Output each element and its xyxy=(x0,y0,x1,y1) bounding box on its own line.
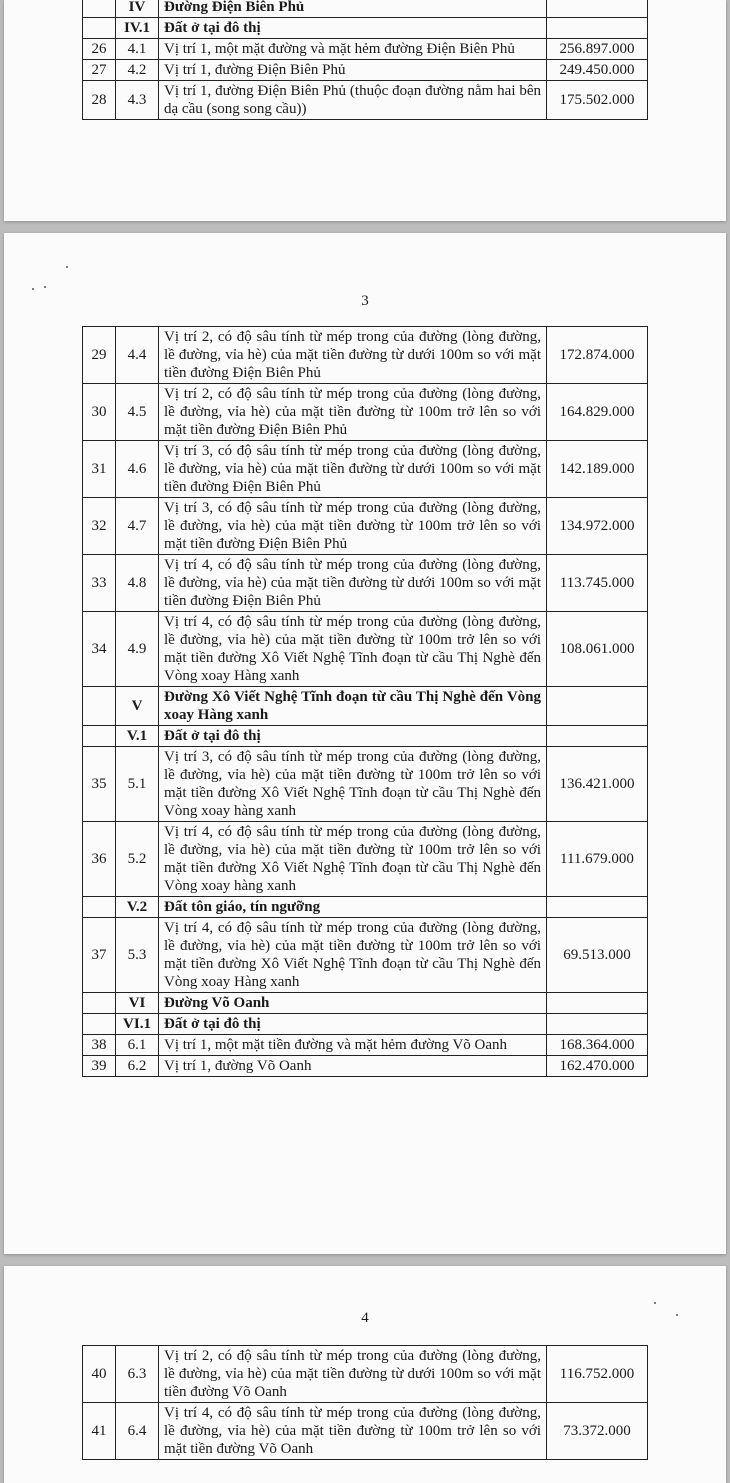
price-cell: 108.061.000 xyxy=(547,612,648,687)
row-number-cell xyxy=(83,1014,116,1035)
item-code-cell: VI.1 xyxy=(116,1014,159,1035)
document-page-3 xyxy=(4,233,726,1254)
section-header-row xyxy=(83,897,648,918)
table-row xyxy=(83,384,648,441)
scan-speck xyxy=(32,288,34,290)
page-number: 3 xyxy=(361,293,369,309)
row-number-cell xyxy=(83,0,116,18)
item-code-cell: IV.1 xyxy=(116,18,159,39)
price-cell: 134.972.000 xyxy=(547,498,648,555)
item-code-cell: 6.3 xyxy=(116,1346,159,1403)
row-number-cell: 27 xyxy=(83,60,116,81)
row-number-cell: 32 xyxy=(83,498,116,555)
description-cell: Vị trí 3, có độ sâu tính từ mép trong của đường (lòng đường, lề đường, vỉa hè) của mặt tiền đường từ dưới 100m so với mặt tiền đường Điện Biên Phủ xyxy=(159,441,547,498)
row-number-cell: 39 xyxy=(83,1056,116,1077)
description-cell: Vị trí 1, một mặt đường và mặt hẻm đường Điện Biên Phủ xyxy=(159,39,547,60)
item-code-cell: 4.8 xyxy=(116,555,159,612)
description-cell: Vị trí 1, đường Điện Biên Phủ (thuộc đoạn đường nằm hai bên dạ cầu (song song cầu)) xyxy=(159,81,547,120)
description-cell: Vị trí 2, có độ sâu tính từ mép trong của đường (lòng đường, lề đường, vỉa hè) của mặt tiền đường từ dưới 100m so với mặt tiền đường Điện Biên Phủ xyxy=(159,327,547,384)
land-price-table-3 xyxy=(82,326,648,1077)
table-row xyxy=(83,1403,648,1460)
description-cell: Vị trí 1, đường Võ Oanh xyxy=(159,1056,547,1077)
section-header-row xyxy=(83,687,648,726)
item-code-cell: 6.2 xyxy=(116,1056,159,1077)
description-cell: Vị trí 4, có độ sâu tính từ mép trong của đường (lòng đường, lề đường, vỉa hè) của mặt tiền đường từ 100m trở lên so với mặt tiền đường Xô Viết Nghệ Tĩnh đoạn từ cầu Thị Nghè đến Vòng xoay Hàng xanh xyxy=(159,612,547,687)
scan-speck xyxy=(654,1302,656,1304)
price-cell: 111.679.000 xyxy=(547,822,648,897)
table-row xyxy=(83,747,648,822)
price-cell: 168.364.000 xyxy=(547,1035,648,1056)
table-row xyxy=(83,81,648,120)
description-cell: Đường Xô Viết Nghệ Tĩnh đoạn từ cầu Thị Nghè đến Vòng xoay Hàng xanh xyxy=(159,687,547,726)
page-number: 4 xyxy=(361,1310,369,1326)
table-row xyxy=(83,1056,648,1077)
description-cell: Vị trí 1, đường Điện Biên Phủ xyxy=(159,60,547,81)
item-code-cell: VI xyxy=(116,993,159,1014)
table-row xyxy=(83,555,648,612)
row-number-cell: 40 xyxy=(83,1346,116,1403)
table-row xyxy=(83,1346,648,1403)
table-row xyxy=(83,498,648,555)
table-row xyxy=(83,60,648,81)
section-header-row xyxy=(83,993,648,1014)
land-price-table-4 xyxy=(82,1345,648,1460)
item-code-cell: V xyxy=(116,687,159,726)
description-cell: Vị trí 2, có độ sâu tính từ mép trong của đường (lòng đường, lề đường, vỉa hè) của mặt tiền đường từ dưới 100m so với mặt tiền đường Võ Oanh xyxy=(159,1346,547,1403)
description-cell: Vị trí 3, có độ sâu tính từ mép trong của đường (lòng đường, lề đường, vỉa hè) của mặt tiền đường từ 100m trở lên so với mặt tiền đường Xô Viết Nghệ Tĩnh đoạn từ cầu Thị Nghè đến Vòng xoay hàng xanh xyxy=(159,747,547,822)
price-cell: 69.513.000 xyxy=(547,918,648,993)
description-cell: Vị trí 4, có độ sâu tính từ mép trong của đường (lòng đường, lề đường, vỉa hè) của mặt tiền đường từ dưới 100m so với mặt tiền đường Điện Biên Phủ xyxy=(159,555,547,612)
section-header-row xyxy=(83,18,648,39)
price-cell xyxy=(547,993,648,1014)
row-number-cell: 36 xyxy=(83,822,116,897)
price-cell xyxy=(547,18,648,39)
price-cell xyxy=(547,897,648,918)
document-page-4 xyxy=(4,1266,726,1483)
price-cell xyxy=(547,0,648,18)
row-number-cell xyxy=(83,726,116,747)
item-code-cell: 4.4 xyxy=(116,327,159,384)
table-row xyxy=(83,612,648,687)
item-code-cell: 4.6 xyxy=(116,441,159,498)
price-cell: 164.829.000 xyxy=(547,384,648,441)
price-cell xyxy=(547,1014,648,1035)
item-code-cell: V.1 xyxy=(116,726,159,747)
row-number-cell: 35 xyxy=(83,747,116,822)
price-cell: 162.470.000 xyxy=(547,1056,648,1077)
item-code-cell: 6.1 xyxy=(116,1035,159,1056)
price-cell: 142.189.000 xyxy=(547,441,648,498)
row-number-cell: 28 xyxy=(83,81,116,120)
item-code-cell: 4.7 xyxy=(116,498,159,555)
description-cell: Đất ở tại đô thị xyxy=(159,726,547,747)
row-number-cell: 26 xyxy=(83,39,116,60)
section-header-row xyxy=(83,0,648,18)
item-code-cell: 6.4 xyxy=(116,1403,159,1460)
item-code-cell: 5.1 xyxy=(116,747,159,822)
row-number-cell: 29 xyxy=(83,327,116,384)
item-code-cell: 4.5 xyxy=(116,384,159,441)
description-cell: Vị trí 3, có độ sâu tính từ mép trong của đường (lòng đường, lề đường, vỉa hè) của mặt tiền đường từ 100m trở lên so với mặt tiền đường Điện Biên Phủ xyxy=(159,498,547,555)
scan-speck xyxy=(66,266,68,268)
description-cell: Đường Điện Biên Phủ xyxy=(159,0,547,18)
section-header-row xyxy=(83,1014,648,1035)
table-row xyxy=(83,39,648,60)
price-cell xyxy=(547,726,648,747)
description-cell: Đất ở tại đô thị xyxy=(159,1014,547,1035)
table-row xyxy=(83,441,648,498)
row-number-cell: 38 xyxy=(83,1035,116,1056)
item-code-cell: IV xyxy=(116,0,159,18)
item-code-cell: 5.2 xyxy=(116,822,159,897)
section-header-row xyxy=(83,726,648,747)
table-row xyxy=(83,918,648,993)
item-code-cell: 5.3 xyxy=(116,918,159,993)
description-cell: Vị trí 1, một mặt tiền đường và mặt hẻm đường Võ Oanh xyxy=(159,1035,547,1056)
price-cell: 256.897.000 xyxy=(547,39,648,60)
item-code-cell: 4.2 xyxy=(116,60,159,81)
table-row xyxy=(83,327,648,384)
scan-speck xyxy=(44,286,46,288)
price-cell: 249.450.000 xyxy=(547,60,648,81)
document-page-a xyxy=(4,0,726,221)
price-cell: 73.372.000 xyxy=(547,1403,648,1460)
price-cell: 113.745.000 xyxy=(547,555,648,612)
price-cell: 175.502.000 xyxy=(547,81,648,120)
row-number-cell xyxy=(83,687,116,726)
table-row xyxy=(83,1035,648,1056)
row-number-cell xyxy=(83,18,116,39)
row-number-cell: 41 xyxy=(83,1403,116,1460)
description-cell: Vị trí 4, có độ sâu tính từ mép trong của đường (lòng đường, lề đường, vỉa hè) của mặt tiền đường từ 100m trở lên so với mặt tiền đường Võ Oanh xyxy=(159,1403,547,1460)
price-cell xyxy=(547,687,648,726)
description-cell: Vị trí 4, có độ sâu tính từ mép trong của đường (lòng đường, lề đường, vỉa hè) của mặt tiền đường từ 100m trở lên so với mặt tiền đường Xô Viết Nghệ Tĩnh đoạn từ cầu Thị Nghè đến Vòng xoay hàng xanh xyxy=(159,822,547,897)
description-cell: Đất ở tại đô thị xyxy=(159,18,547,39)
item-code-cell: 4.1 xyxy=(116,39,159,60)
item-code-cell: 4.9 xyxy=(116,612,159,687)
item-code-cell: 4.3 xyxy=(116,81,159,120)
price-cell: 172.874.000 xyxy=(547,327,648,384)
price-cell: 116.752.000 xyxy=(547,1346,648,1403)
item-code-cell: V.2 xyxy=(116,897,159,918)
row-number-cell: 30 xyxy=(83,384,116,441)
description-cell: Vị trí 2, có độ sâu tính từ mép trong của đường (lòng đường, lề đường, vỉa hè) của mặt tiền đường từ 100m trở lên so với mặt tiền đường Điện Biên Phủ xyxy=(159,384,547,441)
description-cell: Đất tôn giáo, tín ngưỡng xyxy=(159,897,547,918)
row-number-cell: 33 xyxy=(83,555,116,612)
price-cell: 136.421.000 xyxy=(547,747,648,822)
row-number-cell xyxy=(83,897,116,918)
row-number-cell: 31 xyxy=(83,441,116,498)
row-number-cell xyxy=(83,993,116,1014)
description-cell: Đường Võ Oanh xyxy=(159,993,547,1014)
row-number-cell: 34 xyxy=(83,612,116,687)
row-number-cell: 37 xyxy=(83,918,116,993)
land-price-table-a xyxy=(82,0,648,120)
table-row xyxy=(83,822,648,897)
description-cell: Vị trí 4, có độ sâu tính từ mép trong của đường (lòng đường, lề đường, vỉa hè) của mặt tiền đường từ 100m trở lên so với mặt tiền đường Xô Viết Nghệ Tĩnh đoạn từ cầu Thị Nghè đến Vòng xoay Hàng xanh xyxy=(159,918,547,993)
